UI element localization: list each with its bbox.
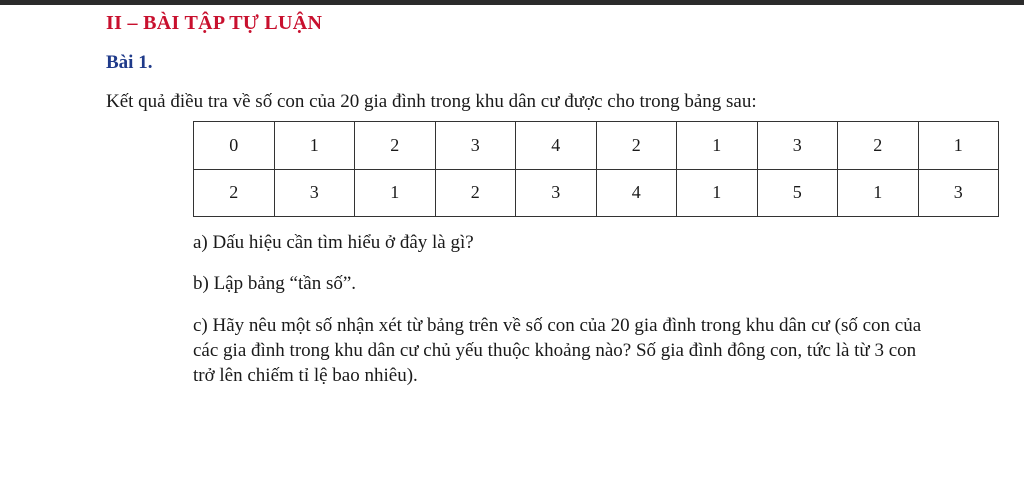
table-cell: 1 (355, 169, 436, 217)
table-cell: 3 (918, 169, 999, 217)
table-cell: 2 (194, 169, 275, 217)
table-cell: 2 (355, 122, 436, 170)
table-cell: 3 (757, 122, 838, 170)
table-cell: 3 (516, 169, 597, 217)
table-row (194, 122, 999, 170)
top-border (0, 0, 1024, 5)
table-cell: 1 (274, 122, 355, 170)
table-cell: 3 (274, 169, 355, 217)
table-cell: 5 (757, 169, 838, 217)
table-cell: 0 (194, 122, 275, 170)
question-list (193, 231, 923, 405)
table-cell: 1 (677, 122, 758, 170)
table-cell: 2 (435, 169, 516, 217)
exercise-title: Bài 1. (106, 52, 153, 73)
table-cell: 1 (918, 122, 999, 170)
table-cell: 1 (677, 169, 758, 217)
table-cell: 2 (596, 122, 677, 170)
question-c: c) Hãy nêu một số nhận xét từ bảng trên về số con của 20 gia đình trong khu dân cư (số con của các gia đình trong khu dân cư chủ yếu thuộc khoảng nào? Số gia đình đông con, tức là từ 3 con trở lên chiếm tỉ lệ bao nhiêu). (193, 315, 922, 386)
table-cell: 1 (838, 169, 919, 217)
table-row (194, 169, 999, 217)
question-a: a) Dấu hiệu cần tìm hiểu ở đây là gì? (193, 232, 474, 253)
table-cell: 4 (516, 122, 597, 170)
question-b: b) Lập bảng “tần số”. (193, 273, 357, 294)
exercise-intro: Kết quả điều tra về số con của 20 gia đình trong khu dân cư được cho trong bảng sau: (106, 91, 757, 112)
section-title: II – BÀI TẬP TỰ LUẬN (106, 12, 323, 34)
survey-data-table (193, 121, 999, 217)
table-cell: 3 (435, 122, 516, 170)
table-cell: 4 (596, 169, 677, 217)
table-cell: 2 (838, 122, 919, 170)
